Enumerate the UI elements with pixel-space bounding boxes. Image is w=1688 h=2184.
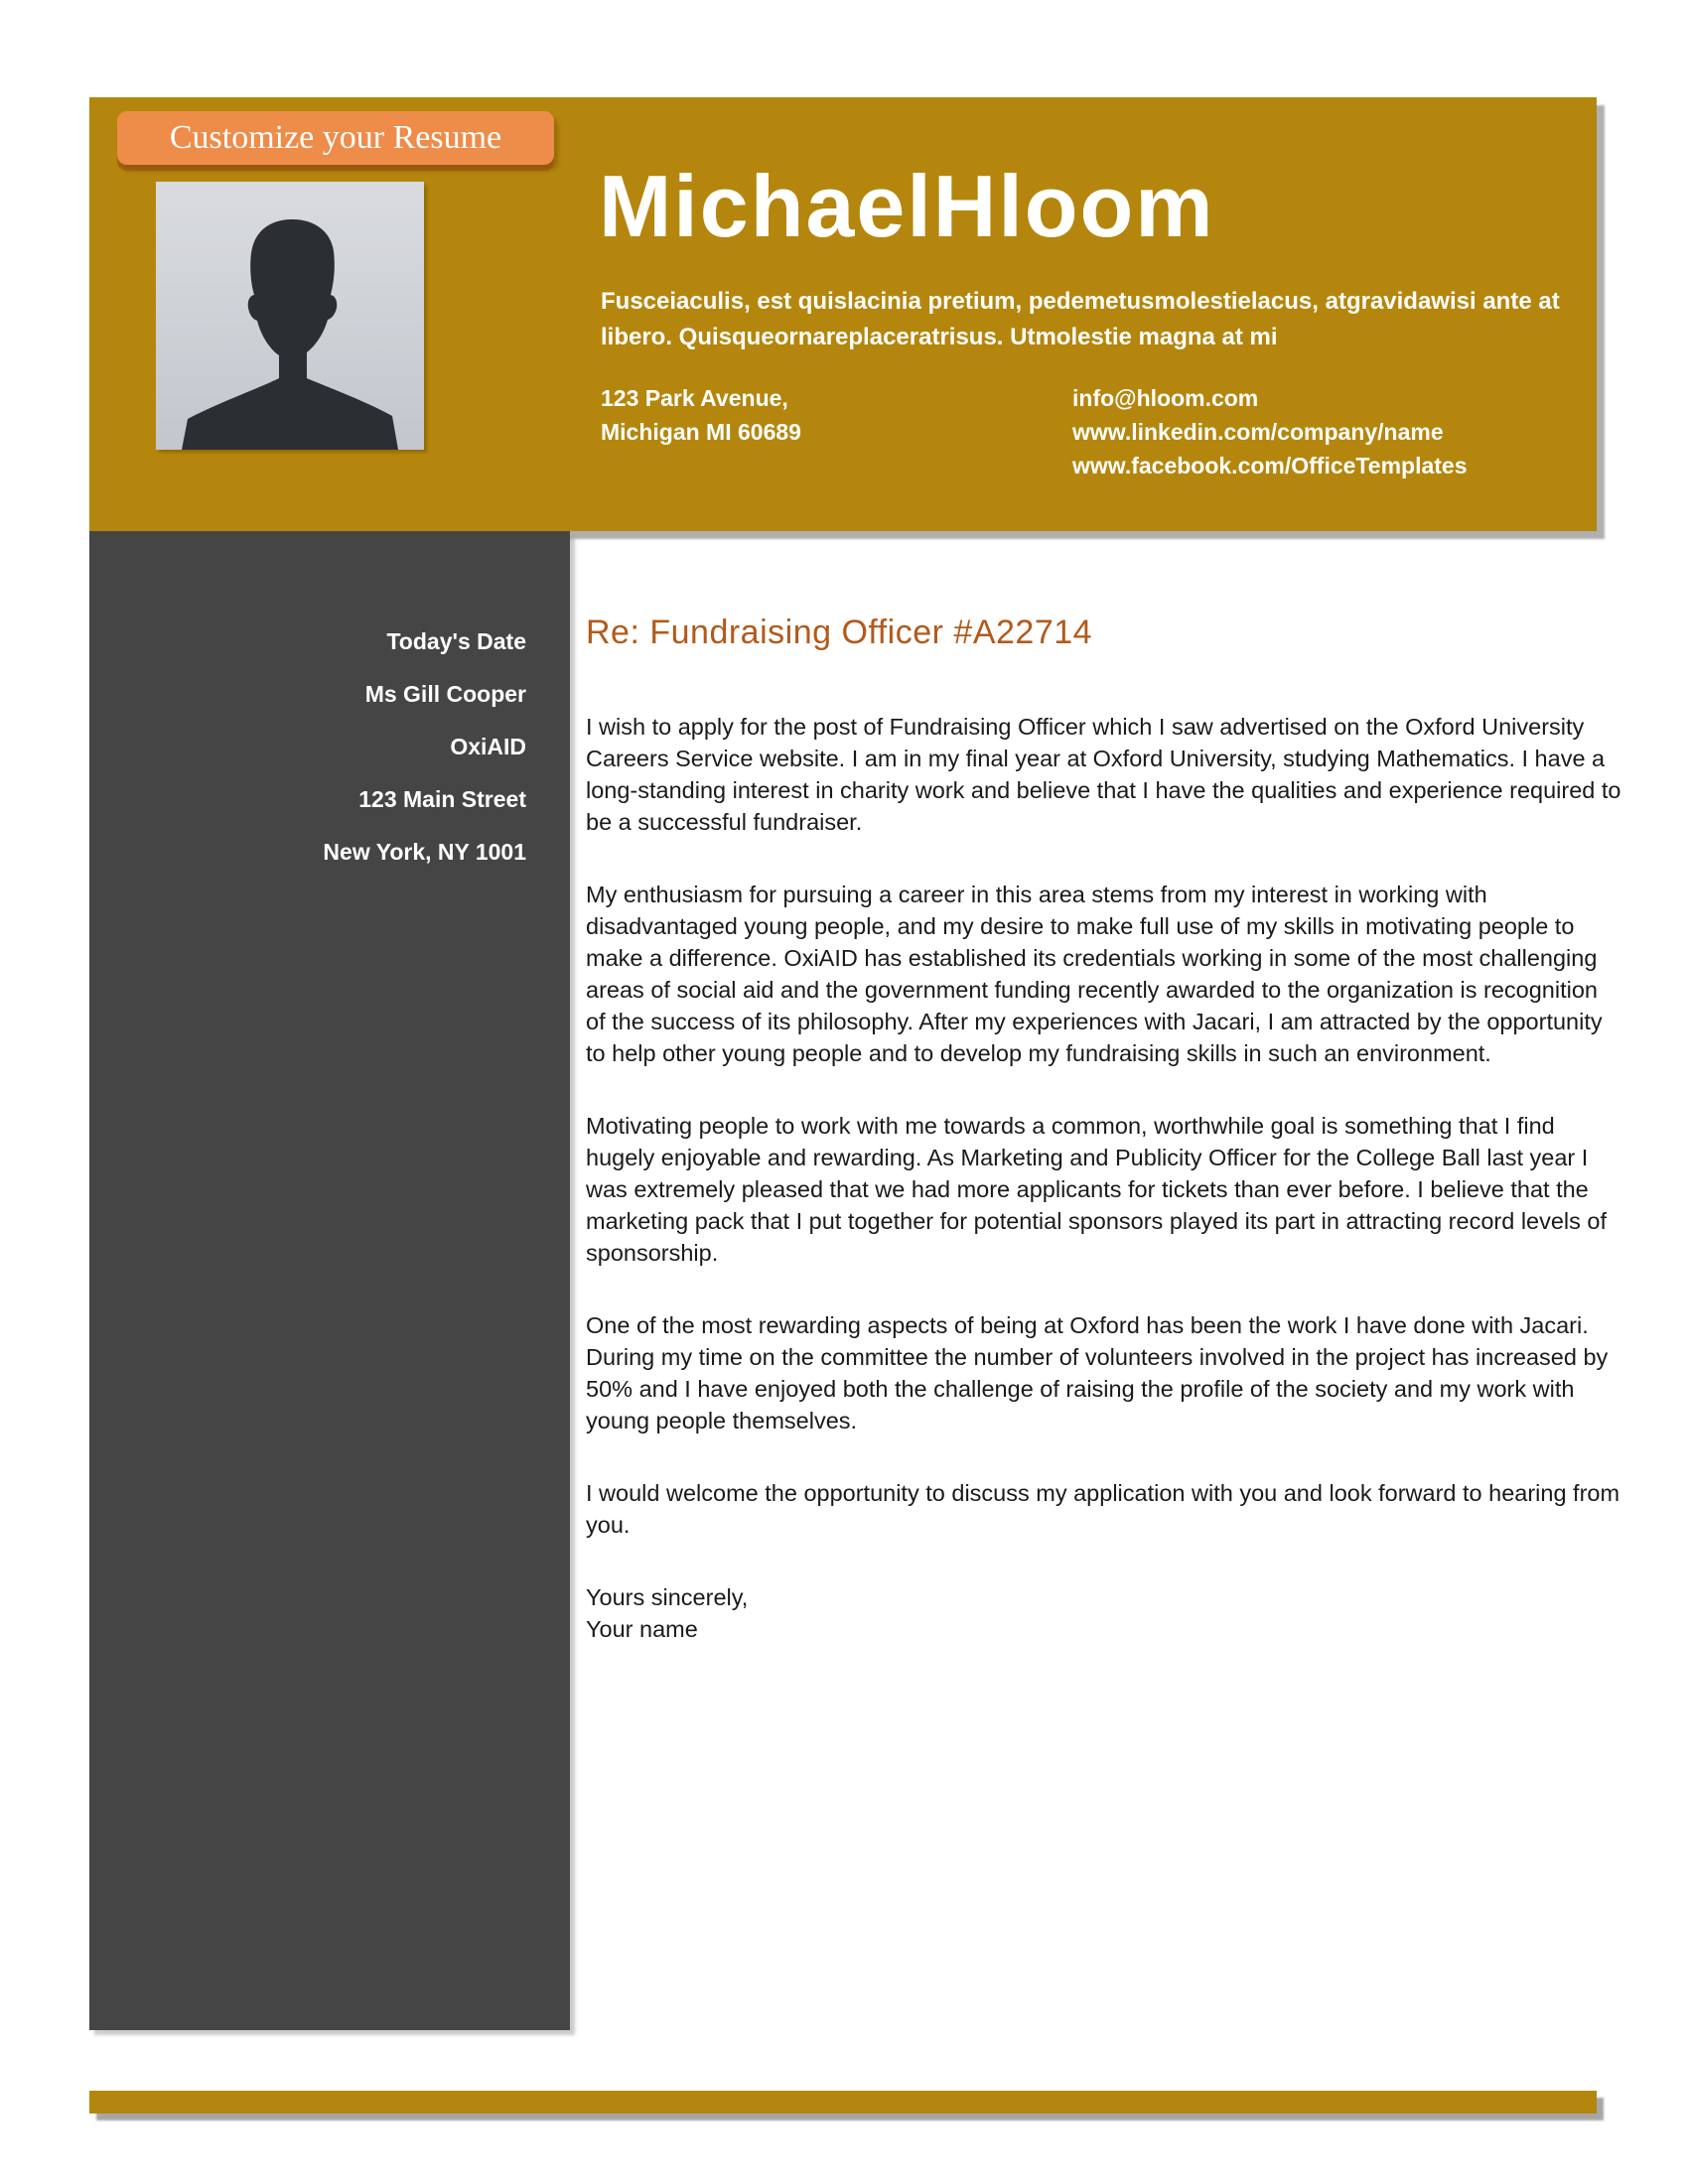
recipient-sidebar	[89, 531, 570, 2030]
address-line-1: 123 Park Avenue,	[601, 385, 788, 411]
facebook-link[interactable]: www.facebook.com/OfficeTemplates	[1072, 453, 1468, 478]
header-banner	[89, 97, 1597, 531]
person-silhouette-icon	[156, 182, 424, 450]
contact-address	[601, 381, 801, 449]
linkedin-link[interactable]: www.linkedin.com/company/name	[1072, 419, 1444, 445]
customize-resume-button[interactable]: Customize your Resume	[117, 111, 554, 165]
contact-links	[1072, 381, 1468, 482]
letter-paragraph-1: I wish to apply for the post of Fundraising Officer which I saw advertised on the Oxford University Careers Service website. I am in my final year at Oxford University, studying Mathematics. I have a long-standing interest in charity work and believe that I have the qualities and experience required to be a successful fundraiser.	[586, 714, 1621, 835]
letter-paragraph-3: Motivating people to work with me towards a common, worthwhile goal is something that I find hugely enjoyable and rewarding. As Marketing and Publicity Officer for the College Ball last year I was extremely pleased that we had more applicants for tickets than ever before. I believe that the marketing pack that I put together for potential sponsors played its part in attracting record levels of sponsorship.	[586, 1113, 1608, 1266]
letter-subject: Re: Fundraising Officer #A22714	[586, 614, 1093, 651]
footer-bar	[89, 2091, 1597, 2114]
address-line-2: Michigan MI 60689	[601, 419, 801, 445]
letter-closing: Yours sincerely,	[586, 1584, 749, 1610]
sidebar-item-street: 123 Main Street	[358, 786, 526, 812]
sidebar-item-date: Today's Date	[386, 628, 526, 654]
letter-paragraph-4: One of the most rewarding aspects of being at Oxford has been the work I have done with Jacari. During my time on the committee the number of volunteers involved in the project has increased by 50% and I have enjoyed both the challenge of raising the profile of the society and my work with young people themselves.	[586, 1312, 1609, 1433]
resume-tagline: Fusceiaculis, est quislacinia pretium, pedemetusmolestielacus, atgravidawisi ante at libero. Quisqueornareplaceratrisus. Utmolestie magna at mi	[601, 288, 1560, 350]
letter-body	[586, 531, 1623, 1645]
profile-photo	[156, 182, 424, 450]
letter-signature: Your name	[586, 1616, 698, 1642]
email-link[interactable]: info@hloom.com	[1072, 385, 1259, 411]
sidebar-item-city: New York, NY 1001	[323, 839, 526, 865]
sidebar-item-organization: OxiAID	[450, 734, 526, 759]
letter-closing-block	[586, 1581, 1623, 1645]
recipient-block	[323, 625, 526, 888]
resume-name: MichaelHloom	[599, 157, 1215, 255]
letter-paragraph-5: I would welcome the opportunity to discuss my application with you and look forward to hearing from you.	[586, 1480, 1620, 1538]
letter-paragraph-2: My enthusiasm for pursuing a career in this area stems from my interest in working with disadvantaged young people, and my desire to make full use of my skills in motivating people to make a difference. OxiAID has established its credentials working in some of the most challenging areas of social aid and the government funding recently awarded to the organization is recognition of the success of its philosophy. After my experiences with Jacari, I am attracted by the opportunity to help other young people and to develop my fundraising skills in such an environment.	[586, 882, 1603, 1066]
sidebar-item-recipient-name: Ms Gill Cooper	[364, 681, 526, 707]
